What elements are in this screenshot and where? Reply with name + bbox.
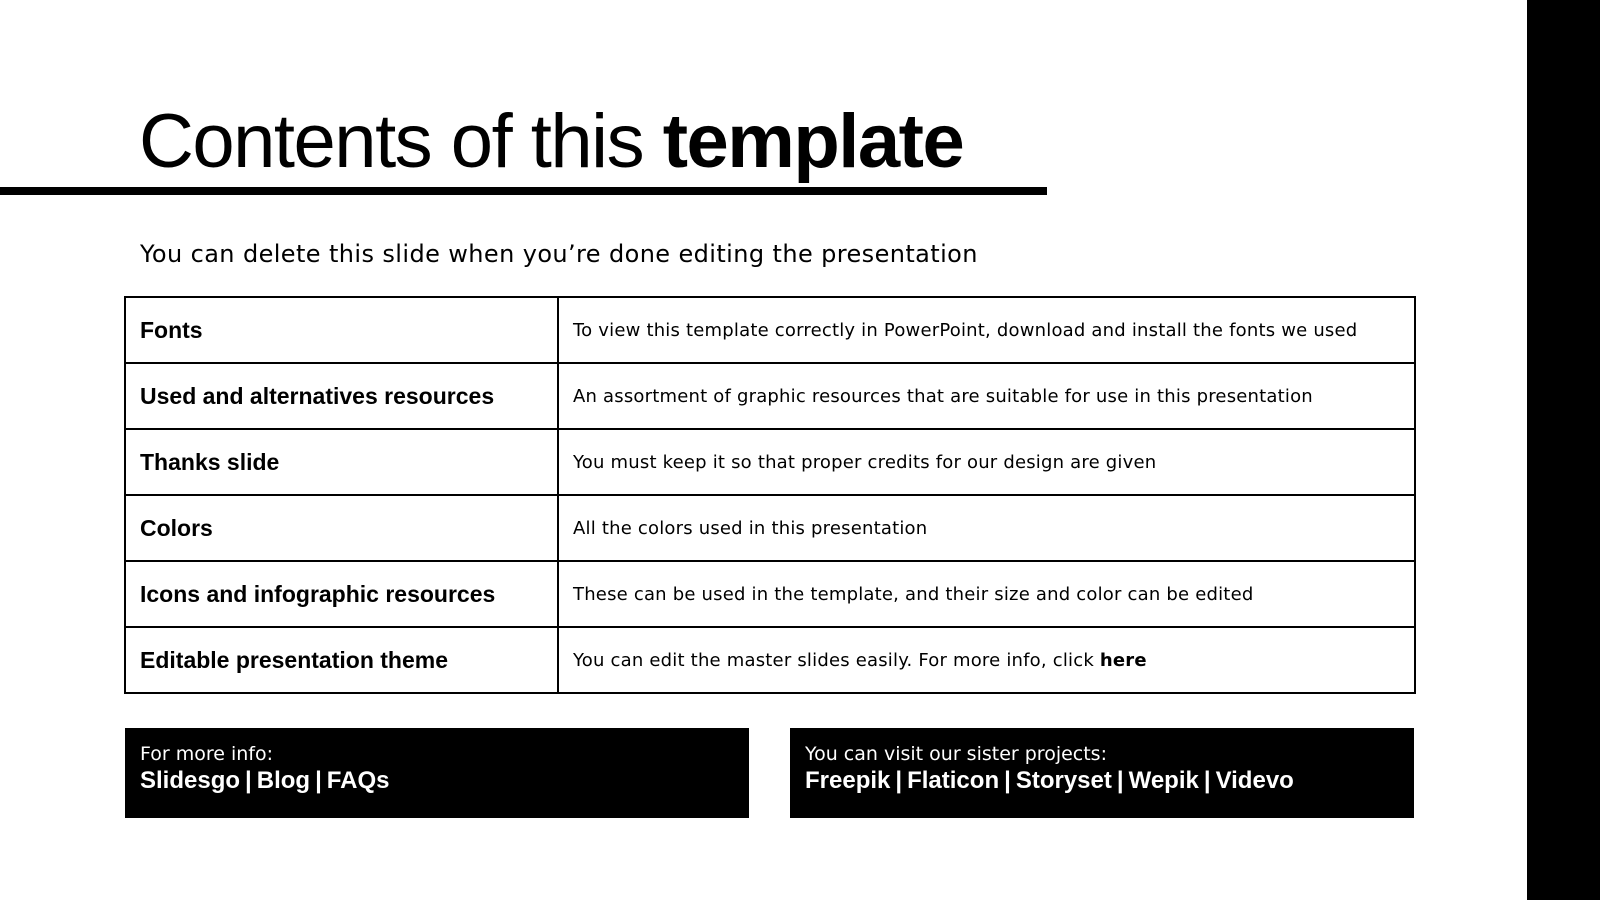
sister-projects-label: You can visit our sister projects:: [805, 743, 1107, 765]
table-row: [125, 495, 1415, 561]
row-label: Editable presentation theme: [125, 627, 558, 693]
row-label: Used and alternatives resources: [125, 363, 558, 429]
row-description: To view this template correctly in PowerPoint, download and install the fonts we used: [558, 297, 1415, 363]
link-wepik[interactable]: Wepik: [1128, 767, 1199, 794]
table-row: [125, 627, 1415, 693]
contents-table: [124, 296, 1416, 694]
row-description: An assortment of graphic resources that are suitable for use in this presentation: [558, 363, 1415, 429]
subtitle: You can delete this slide when you’re done editing the presentation: [140, 240, 978, 268]
title-regular: Contents of this: [139, 99, 644, 184]
link-separator: |: [895, 767, 903, 794]
link-separator: |: [1116, 767, 1124, 794]
link-flaticon[interactable]: Flaticon: [907, 767, 1000, 794]
link-slidesgo[interactable]: Slidesgo: [140, 767, 241, 794]
link-videvo[interactable]: Videvo: [1215, 767, 1294, 794]
row-description: You must keep it so that proper credits for our design are given: [558, 429, 1415, 495]
row-label: Icons and infographic resources: [125, 561, 558, 627]
table-row: [125, 429, 1415, 495]
table-row: [125, 363, 1415, 429]
row-label: Thanks slide: [125, 429, 558, 495]
table-row: [125, 297, 1415, 363]
title-bold: template: [662, 99, 964, 184]
page-title: [139, 96, 963, 188]
row-description-text: You can edit the master slides easily. For more info, click: [573, 649, 1100, 671]
row-label: Fonts: [125, 297, 558, 363]
link-separator: |: [1203, 767, 1211, 794]
link-blog[interactable]: Blog: [256, 767, 311, 794]
table-row: [125, 561, 1415, 627]
sister-projects-box: [790, 728, 1414, 818]
link-separator: |: [245, 767, 252, 794]
more-info-links: [140, 766, 734, 796]
here-link[interactable]: here: [1099, 649, 1147, 671]
more-info-box: [125, 728, 749, 818]
link-separator: |: [1004, 767, 1011, 794]
row-description: All the colors used in this presentation: [558, 495, 1415, 561]
row-description: [558, 627, 1415, 693]
more-info-label: For more info:: [140, 743, 274, 765]
title-underline: [0, 187, 1047, 195]
sister-projects-links: [805, 766, 1399, 796]
row-label: Colors: [125, 495, 558, 561]
link-faqs[interactable]: FAQs: [326, 767, 390, 794]
link-separator: |: [315, 767, 322, 794]
row-description: These can be used in the template, and their size and color can be edited: [558, 561, 1415, 627]
link-storyset[interactable]: Storyset: [1015, 767, 1112, 794]
right-edge-bar: [1527, 0, 1600, 900]
link-freepik[interactable]: Freepik: [805, 767, 891, 794]
